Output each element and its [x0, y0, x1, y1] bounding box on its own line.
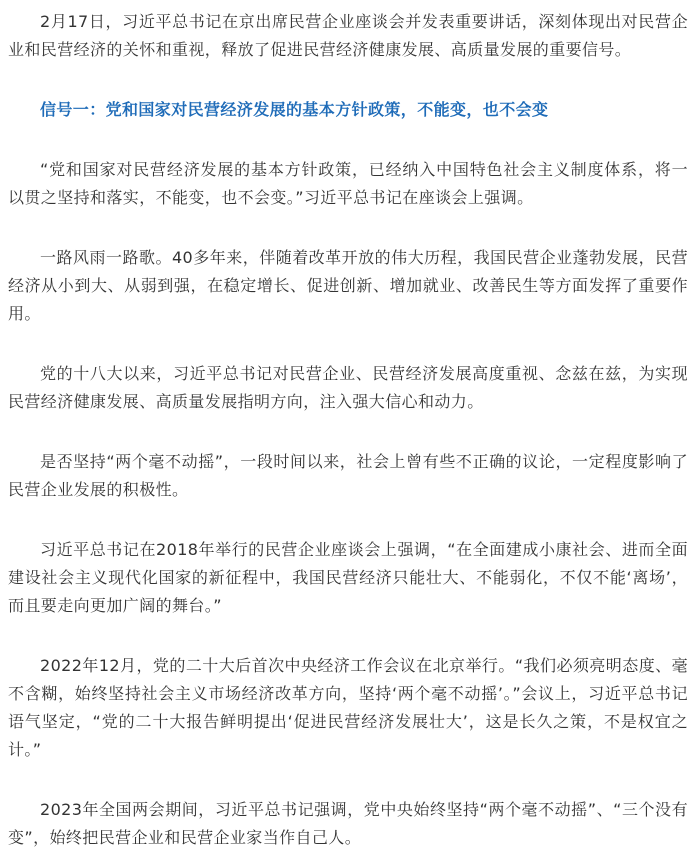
paragraph-2023-sessions: 2023年全国两会期间，习近平总书记强调，党中央始终坚持“两个毫不动摇”、“三个没有变”，始终把民营企业和民营企业家当作自己人。 — [8, 800, 688, 847]
paragraph-quote-policy: “党和国家对民营经济发展的基本方针政策，已经纳入中国特色社会主义制度体系，将一以贯之坚持和落实，不能变，也不会变。”习近平总书记在座谈会上强调。 — [8, 160, 688, 207]
paragraph-2022-conference: 2022年12月，党的二十大后首次中央经济工作会议在北京举行。“我们必须亮明态度、毫不含糊，始终坚持社会主义市场经济改革方向，坚持‘两个毫不动摇’。”会议上，习近平总书记语气坚定，“党的二十大报告鲜明提出‘促进民营经济发展壮大’，这是长久之策，不是权宜之计。” — [8, 656, 688, 759]
paragraph-2018-symposium: 习近平总书记在2018年举行的民营企业座谈会上强调，“在全面建成小康社会、进而全面建设社会主义现代化国家的新征程中，我国民营经济只能壮大、不能弱化，不仅不能‘离场’，而且要走向更加广阔的舞台。” — [8, 540, 688, 615]
paragraph-forty-years: 一路风雨一路歌。40多年来，伴随着改革开放的伟大历程，我国民营企业蓬勃发展，民营经济从小到大、从弱到强，在稳定增长、促进创新、增加就业、改善民生等方面发挥了重要作用。 — [8, 248, 688, 323]
paragraph-eighteenth-congress: 党的十八大以来，习近平总书记对民营企业、民营经济发展高度重视、念兹在兹，为实现民营经济健康发展、高质量发展指明方向，注入强大信心和动力。 — [8, 364, 688, 411]
paragraph-two-unwavering: 是否坚持“两个毫不动摇”，一段时间以来，社会上曾有些不正确的议论，一定程度影响了民营企业发展的积极性。 — [8, 452, 688, 499]
section-heading-signal-one: 信号一：党和国家对民营经济发展的基本方针政策，不能变，也不会变 — [40, 100, 549, 119]
paragraph-intro: 2月17日，习近平总书记在京出席民营企业座谈会并发表重要讲话，深刻体现出对民营企业和民营经济的关怀和重视，释放了促进民营经济健康发展、高质量发展的重要信号。 — [8, 12, 688, 59]
